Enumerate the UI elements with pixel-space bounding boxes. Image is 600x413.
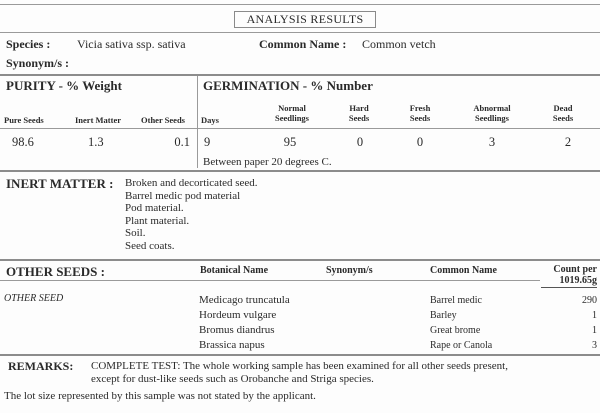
common-name: Rape or Canola bbox=[430, 340, 493, 351]
germination-dead-value: 2 bbox=[564, 135, 572, 149]
inert-item: Pod material. bbox=[125, 202, 184, 214]
botanical-name: Brassica napus bbox=[199, 339, 265, 351]
inert-item: Barrel medic pod material bbox=[125, 189, 241, 202]
other-seeds-col-synonyms: Synonym/s bbox=[326, 265, 373, 276]
germination-col-abnormal-seedlings bbox=[461, 103, 523, 123]
title-rule bbox=[0, 32, 600, 33]
other-seeds-col-common: Common Name bbox=[430, 265, 497, 276]
botanical-name: Medicago truncatula bbox=[199, 294, 290, 306]
common-name: Great brome bbox=[430, 325, 481, 336]
col-line1: Hard bbox=[349, 103, 369, 113]
other-seeds-col-botanical: Botanical Name bbox=[200, 265, 269, 276]
germination-normal-value: 95 bbox=[283, 135, 297, 149]
top-rule bbox=[0, 4, 600, 5]
other-seeds-category: OTHER SEED bbox=[4, 293, 64, 304]
germination-col-dead-seeds bbox=[540, 103, 586, 123]
species-value: Vicia sativa ssp. sativa bbox=[77, 37, 186, 51]
germination-abnormal-value: 3 bbox=[488, 135, 496, 149]
col-line1: Abnormal bbox=[473, 103, 511, 113]
purity-heading: PURITY - % Weight bbox=[6, 78, 122, 93]
germination-col-hard-seeds bbox=[336, 103, 382, 123]
purity-top-rule bbox=[0, 74, 600, 76]
purity-pure-seeds-value: 98.6 bbox=[12, 135, 34, 149]
germination-col-days: Days bbox=[201, 115, 219, 125]
col-line2: Seedlings bbox=[474, 113, 509, 123]
page-title: ANALYSIS RESULTS bbox=[234, 11, 376, 28]
count: 1 bbox=[592, 310, 597, 321]
germination-fresh-value: 0 bbox=[416, 135, 424, 149]
remarks-label: REMARKS: bbox=[8, 359, 74, 373]
purity-col-inert-matter: Inert Matter bbox=[74, 115, 121, 125]
synonyms-label: Synonym/s : bbox=[6, 56, 70, 70]
common-name-label: Common Name : bbox=[259, 37, 347, 51]
germination-col-normal-seedlings bbox=[262, 103, 322, 123]
remarks-line2: except for dust-like seeds such as Orobanche and Striga species. bbox=[91, 373, 374, 385]
count: 3 bbox=[592, 340, 597, 351]
botanical-name: Hordeum vulgare bbox=[199, 309, 277, 321]
germination-heading: GERMINATION - % Number bbox=[203, 78, 373, 93]
count-line1: Count per bbox=[553, 264, 597, 275]
botanical-name: Bromus diandrus bbox=[199, 324, 275, 336]
col-line1: Normal bbox=[278, 103, 306, 113]
purity-col-pure-seeds: Pure Seeds bbox=[4, 115, 44, 125]
purity-inert-matter-value: 1.3 bbox=[88, 135, 104, 149]
count: 290 bbox=[582, 295, 597, 306]
inert-item: Broken and decorticated seed. bbox=[125, 177, 258, 189]
count: 1 bbox=[592, 325, 597, 336]
count-underline bbox=[541, 287, 597, 288]
inert-top-rule bbox=[0, 170, 600, 172]
col-line1: Dead bbox=[553, 103, 573, 113]
count-line2: 1019.65g bbox=[559, 275, 597, 286]
other-seeds-label: OTHER SEEDS : bbox=[6, 264, 105, 279]
common-name-value: Common vetch bbox=[362, 37, 436, 51]
col-line2: Seedlings bbox=[274, 113, 309, 123]
common-name: Barrel medic bbox=[430, 295, 482, 306]
lot-size-note: The lot size represented by this sample was not stated by the applicant. bbox=[4, 390, 316, 402]
germination-days-value: 9 bbox=[204, 135, 211, 149]
inert-matter-list bbox=[125, 177, 425, 252]
other-seeds-header-rule bbox=[0, 280, 540, 281]
inert-item: Plant material. bbox=[125, 214, 190, 227]
germination-hard-value: 0 bbox=[356, 135, 364, 149]
col-line2: Seeds bbox=[348, 113, 370, 123]
remarks-line1: COMPLETE TEST: The whole working sample has been examined for all other seeds present, bbox=[91, 360, 508, 372]
purity-germination-divider bbox=[197, 76, 198, 168]
purity-col-other-seeds: Other Seeds bbox=[141, 115, 185, 125]
inert-matter-label: INERT MATTER : bbox=[6, 176, 114, 191]
other-seeds-col-count bbox=[545, 264, 597, 286]
other-seeds-top-rule bbox=[0, 259, 600, 261]
germination-col-fresh-seeds bbox=[397, 103, 443, 123]
species-label: Species : bbox=[6, 37, 51, 51]
col-line1: Fresh bbox=[409, 103, 431, 113]
col-line2: Seeds bbox=[409, 113, 431, 123]
remarks-top-rule bbox=[0, 354, 600, 356]
inert-item: Soil. bbox=[125, 227, 146, 239]
common-name: Barley bbox=[430, 310, 457, 321]
column-header-rule bbox=[0, 128, 600, 129]
inert-item: Seed coats. bbox=[125, 239, 175, 252]
germination-method: Between paper 20 degrees C. bbox=[203, 156, 332, 168]
purity-other-seeds-value: 0.1 bbox=[174, 135, 190, 149]
col-line2: Seeds bbox=[552, 113, 574, 123]
